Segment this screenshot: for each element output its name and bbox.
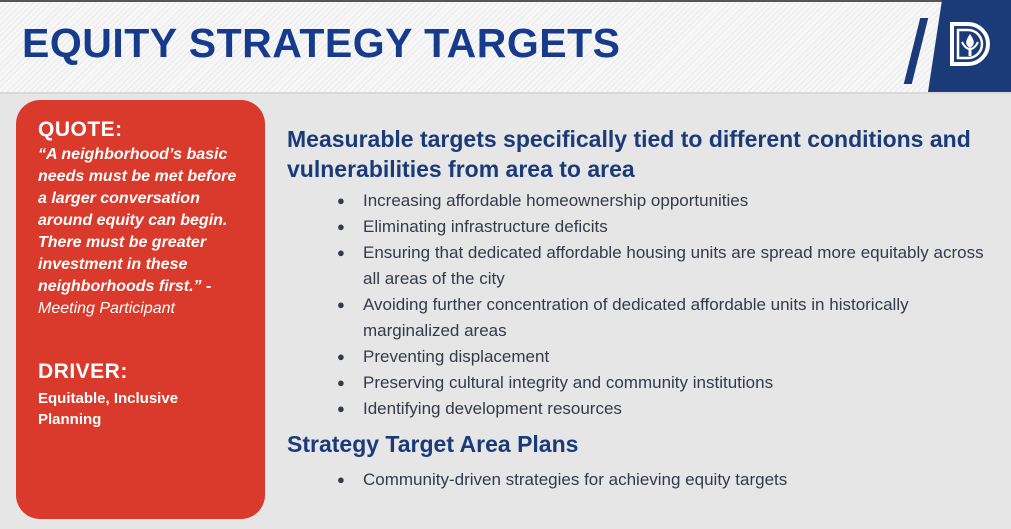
bullet-icon: ● — [337, 349, 345, 364]
bullet-icon: ● — [337, 472, 345, 487]
bullet-icon: ● — [337, 401, 345, 416]
list-item — [287, 344, 987, 370]
area-plans-list — [287, 467, 987, 493]
quote-body: “A neighborhood’s basic needs must be met before a larger conversation around equity can begin. There must be greater investment in these neighborhoods first.” - — [38, 146, 237, 295]
list-item-text: Identifying development resources — [363, 399, 622, 418]
main-content — [287, 124, 987, 493]
quote-attribution: Meeting Participant — [38, 300, 175, 317]
list-item — [287, 214, 987, 240]
targets-heading: Measurable targets specifically tied to different conditions and vulnerabilities from area to area — [287, 126, 971, 182]
bullet-icon: ● — [337, 245, 345, 260]
page-title: EQUITY STRATEGY TARGETS — [22, 20, 621, 66]
quote-panel — [16, 100, 265, 519]
bullet-icon: ● — [337, 375, 345, 390]
list-item — [287, 240, 987, 292]
dallas-logo-icon — [944, 18, 996, 70]
header-banner — [0, 0, 1011, 92]
list-item-text: Ensuring that dedicated affordable housing units are spread more equitably across all areas of the city — [363, 243, 984, 288]
list-item-text: Eliminating infrastructure deficits — [363, 217, 608, 236]
list-item-text: Preserving cultural integrity and community institutions — [363, 373, 774, 392]
list-item — [287, 292, 987, 344]
bullet-icon: ● — [337, 219, 345, 234]
list-item-text: Increasing affordable homeownership opportunities — [363, 191, 749, 210]
bullet-icon: ● — [337, 193, 345, 208]
list-item-text: Preventing displacement — [363, 347, 550, 366]
list-item — [287, 396, 987, 422]
driver-heading: DRIVER: — [38, 360, 128, 383]
list-item — [287, 370, 987, 396]
list-item-text: Community-driven strategies for achieving equity targets — [363, 470, 788, 489]
targets-list — [287, 188, 987, 422]
list-item — [287, 467, 987, 493]
area-plans-heading: Strategy Target Area Plans — [287, 431, 579, 457]
list-item-text: Avoiding further concentration of dedicated affordable units in historically marginalized areas — [363, 295, 909, 340]
quote-text — [38, 144, 249, 320]
driver-text: Equitable, Inclusive Planning — [38, 390, 179, 428]
bullet-icon: ● — [337, 297, 345, 312]
quote-heading: QUOTE: — [38, 118, 123, 141]
header-divider — [0, 92, 1011, 94]
list-item — [287, 188, 987, 214]
